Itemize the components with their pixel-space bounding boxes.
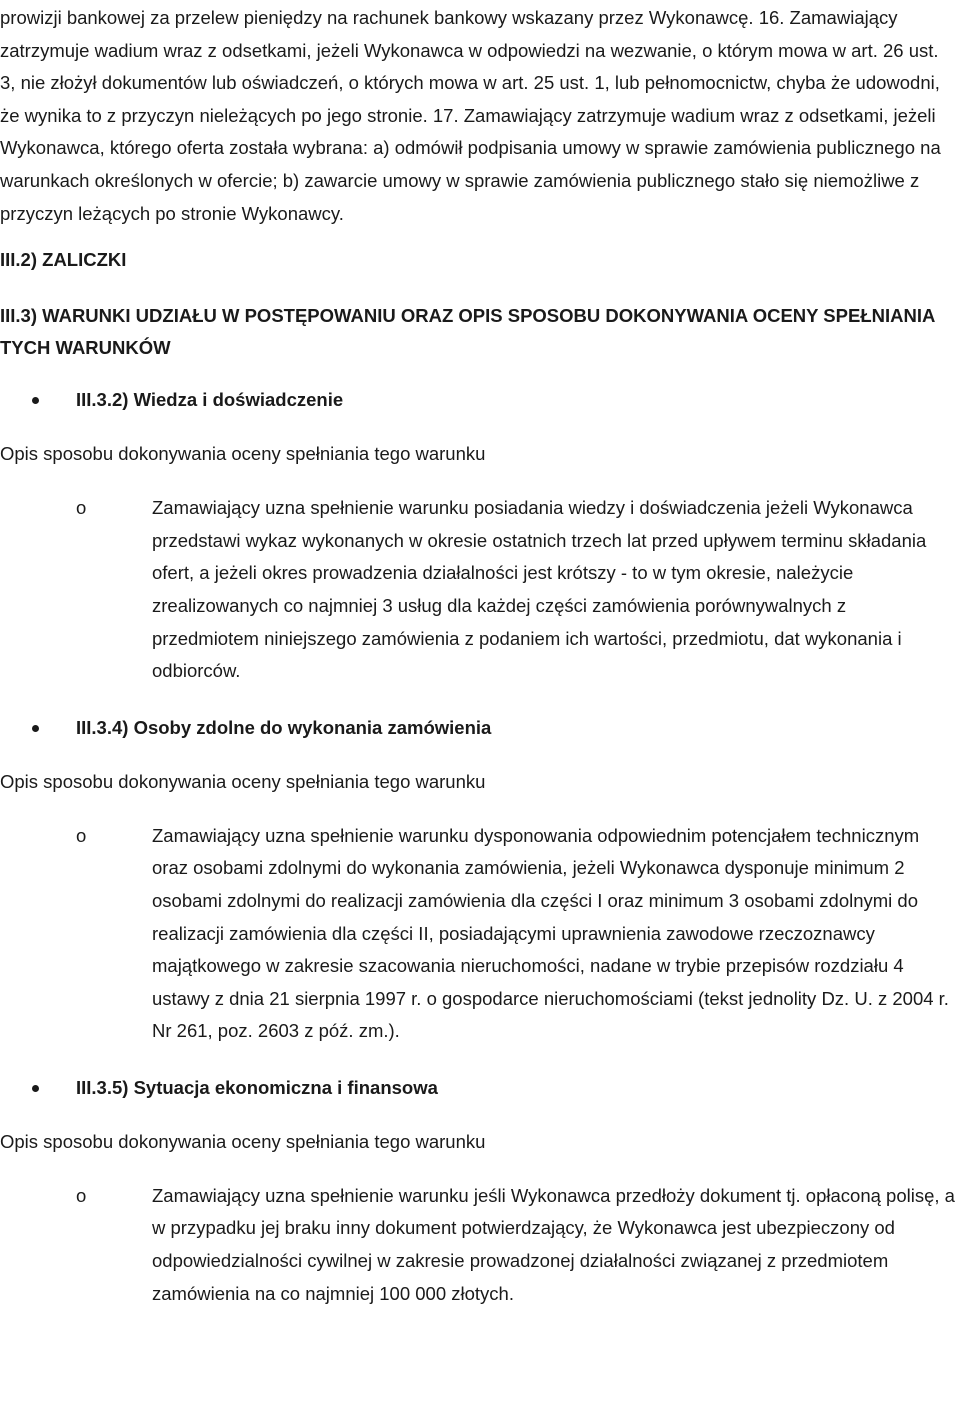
bullet-icon (32, 1085, 39, 1092)
opis-sposobu-label: Opis sposobu dokonywania oceny spełniania tego warunku (0, 443, 486, 465)
condition-text-wiedza (0, 492, 956, 688)
sub-bullet-marker: o (76, 1184, 87, 1206)
section-title-text: III.3.2) Wiedza i doświadczenie (76, 389, 344, 411)
condition-text: Zamawiający uzna spełnienie warunku dysponowania odpowiednim potencjałem technicznym oraz osobami zdolnymi do wykonania zamówienia, jeżeli Wykonawca dysponuje minimum 2 osobami zdolnymi do realizacji zamówienia dla części I oraz minimum 3 osobami zdolnymi do realizacji zamówienia dla części II, posiadającymi uprawnienia zawodowe rzeczoznawcy majątkowego w zakresie szacowania nieruchomości, nadane w trybie przepisów rozdziału 4 ustawy z dnia 21 sierpnia 1997 r. o gospodarce nieruchomościami (tekst jednolity Dz. U. z 2004 r. Nr 261, poz. 2603 z póź. zm.). (152, 824, 949, 1042)
section-title-osoby (0, 712, 956, 744)
section-osoby-zdolne (0, 712, 956, 1048)
heading-zaliczki: III.2) ZALICZKI (0, 249, 127, 271)
sub-bullet-marker: o (76, 824, 87, 846)
opis-sposobu-label: Opis sposobu dokonywania oceny spełniania tego warunku (0, 1130, 486, 1152)
section-title-text: III.3.4) Osoby zdolne do wykonania zamówienia (76, 716, 492, 738)
intro-paragraph: prowizji bankowej za przelew pieniędzy na rachunek bankowy wskazany przez Wykonawcę. 16. Zamawiający zatrzymuje wadium wraz z odsetkami, jeżeli Wykonawca w odpowiedzi na wezwanie, o którym mowa w art. 26 ust. 3, nie złożył dokumentów lub oświadczeń, o których mowa w art. 25 ust. 1, lub pełnomocnictw, chyba że udowodni, że wynika to z przyczyn nieleżących po jego stronie. 17. Zamawiający zatrzymuje wadium wraz z odsetkami, jeżeli Wykonawca, którego oferta została wybrana: a) odmówił podpisania umowy w sprawie zamówienia publicznego na warunkach określonych w ofercie; b) zawarcie umowy w sprawie zamówienia publicznego stało się niemożliwe z przyczyn leżących po stronie Wykonawcy. (0, 7, 941, 224)
section-wiedza-doswiadczenie (0, 384, 956, 688)
bullet-icon (32, 725, 39, 732)
bullet-icon (32, 397, 39, 404)
opis-sposobu-label: Opis sposobu dokonywania oceny spełniania tego warunku (0, 770, 486, 792)
condition-text-sytuacja (0, 1180, 956, 1310)
condition-text-osoby (0, 820, 956, 1048)
sub-bullet-marker: o (76, 497, 87, 519)
section-title-wiedza (0, 384, 956, 416)
condition-text: Zamawiający uzna spełnienie warunku jeśli Wykonawca przedłoży dokument tj. opłaconą polisę, a w przypadku jej braku inny dokument potwierdzający, że Wykonawca jest ubezpieczony od odpowiedzialności cywilnej w zakresie prowadzonej działalności związanej z przedmiotem zamówienia na co najmniej 100 000 złotych. (152, 1184, 955, 1304)
condition-text: Zamawiający uzna spełnienie warunku posiadania wiedzy i doświadczenia jeżeli Wykonawca przedstawi wykaz wykonanych w okresie ostatnich trzech lat przed upływem terminu składania ofert, a jeżeli okres prowadzenia działalności jest krótszy - to w tym okresie, należycie zrealizowanych co najmniej 3 usług dla każdej części zamówienia porównywalnych z przedmiotem niniejszego zamówienia z podaniem ich wartości, przedmiotu, dat wykonania i odbiorców. (152, 497, 927, 682)
section-title-text: III.3.5) Sytuacja ekonomiczna i finansowa (76, 1076, 438, 1098)
section-title-sytuacja (0, 1072, 956, 1104)
heading-warunki-udzialu: III.3) WARUNKI UDZIAŁU W POSTĘPOWANIU ORAZ OPIS SPOSOBU DOKONYWANIA OCENY SPEŁNIANIA TYCH WARUNKÓW (0, 305, 935, 359)
section-sytuacja-ekonomiczna (0, 1072, 956, 1310)
